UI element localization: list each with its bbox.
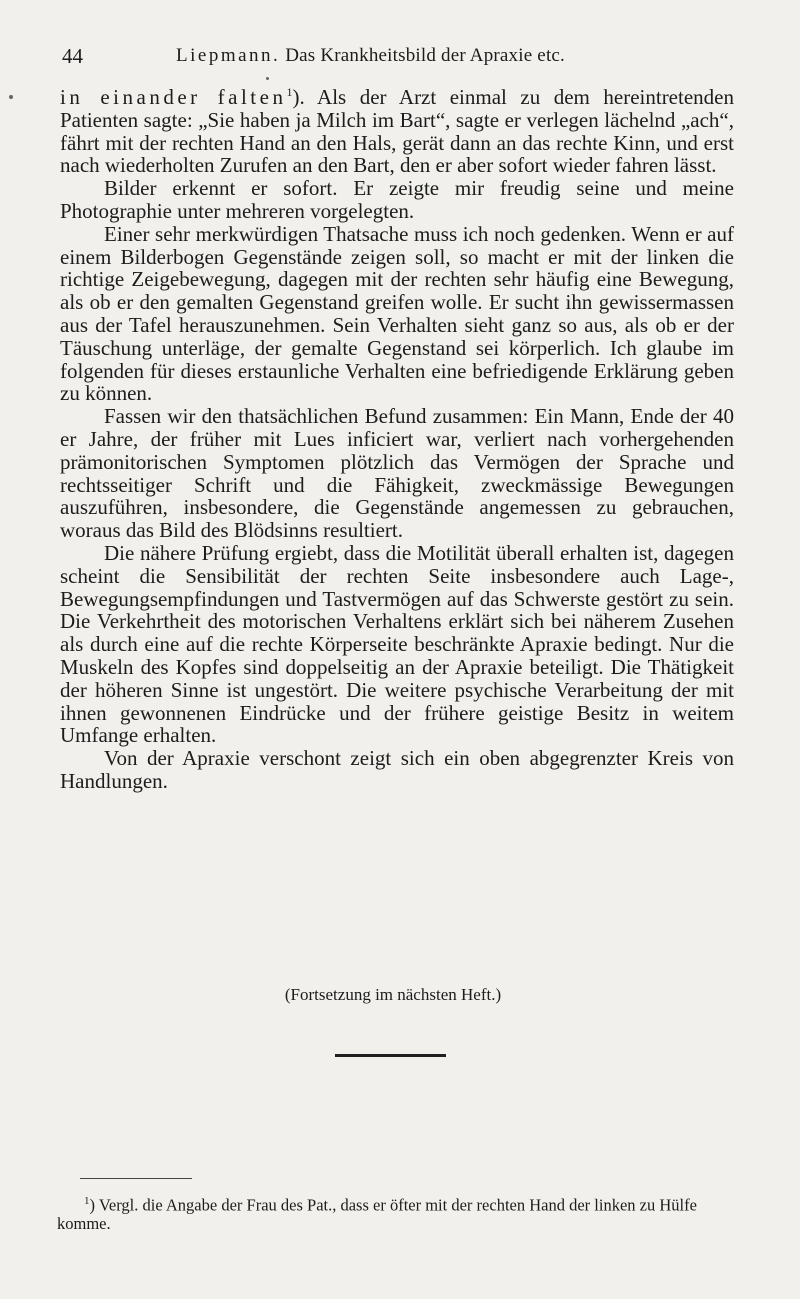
- footnote-marker: $^1$): [84, 1195, 95, 1215]
- page-header: [62, 44, 734, 74]
- paragraph-2: Bilder erkennt er sofort. Er zeigte mir freudig seine und meine Photographie unter mehreren vorgelegten.: [60, 176, 734, 223]
- footnote-reference: 1: [286, 85, 293, 99]
- section-end-rule: [335, 1054, 446, 1057]
- footnote-rule: [80, 1178, 192, 1179]
- running-head-author: Liepmann.: [176, 45, 281, 66]
- paragraph-6: Von der Apraxie verschont zeigt sich ein oben abgegrenzter Kreis von Handlungen.: [60, 746, 734, 793]
- paragraph-text: ). Als der Arzt einmal zu dem hereintretenden Patienten sagte: „Sie haben ja Milch im Bart“, sagte er verlegen lächelnd „ach“, fährt mit der rechten Hand an den Hals, gerät dann an das rechte Kinn, und erst nach wiederholten Zurufen an den Bart, den er aber sofort wieder fahren lässt.: [60, 85, 734, 178]
- continuation-note: [0, 985, 800, 1005]
- paragraph-1: [60, 86, 734, 177]
- running-head: [176, 45, 565, 67]
- paragraph-4: Fassen wir den thatsächlichen Befund zusammen: Ein Mann, Ende der 40 er Jahre, der früher mit Lues inficiert war, verliert nach vorhergehenden prämonitorischen Symptomen plötzlich das Vermögen der Sprache und rechtsseitiger Schrift und die Fähigkeit, zweckmässige Bewegungen auszuführen, insbesondere, die Gegenstände angemessen zu gebrauchen, woraus das Bild des Blödsinns resultiert.: [60, 404, 734, 543]
- page-number: 44: [62, 44, 83, 68]
- paragraph-3: Einer sehr merkwürdigen Thatsache muss ich noch gedenken. Wenn er auf einem Bilderbogen Gegenstände zeigen soll, so macht er mit der linken die richtige Zeigebewegung, dagegen mit der rechten sehr häufig eine Bewegung, als ob er den gemalten Gegenstand greifen wolle. Er sucht ihn gewissermassen aus der Tafel herauszunehmen. Sein Verhalten sieht ganz so aus, als ob er der Täuschung unterläge, der gemalte Gegenstand sei körperlich. Ich glaube im folgenden für dieses erstaunliche Verhalten eine befriedigende Erklärung geben zu können.: [60, 221, 734, 406]
- running-head-title: Das Krankheitsbild der Apraxie etc.: [285, 45, 566, 66]
- continuation-text: (Fortsetzung im nächsten Heft.): [284, 985, 502, 1004]
- spaced-opening: in einander falten: [60, 85, 287, 109]
- footnote: [57, 1192, 734, 1233]
- body-text: [60, 86, 734, 793]
- scan-speck: [266, 77, 269, 80]
- footnote-text: Vergl. die Angabe der Frau des Pat., dass er öfter mit der rechten Hand der linken zu Hülfe komme.: [57, 1195, 697, 1233]
- paragraph-5: Die nähere Prüfung ergiebt, dass die Motilität überall erhalten ist, dagegen scheint die Sensibilität der rechten Seite insbesondere auch Lage-, Bewegungsempfindungen und Tastvermögen auf das Schwerste gestört zu sein. Die Verkehrtheit des motorischen Verhaltens erklärt sich bei näherem Zusehen als durch eine auf die rechte Körperseite beschränkte Apraxie bedingt. Nur die Muskeln des Kopfes sind doppelseitig an der Apraxie beteiligt. Die Thätigkeit der höheren Sinne ist ungestört. Die weitere psychische Verarbeitung der mit ihnen gewonnenen Eindrücke und der frühere geistige Besitz in weitem Umfange erhalten.: [60, 540, 734, 748]
- scan-speck: [9, 95, 13, 99]
